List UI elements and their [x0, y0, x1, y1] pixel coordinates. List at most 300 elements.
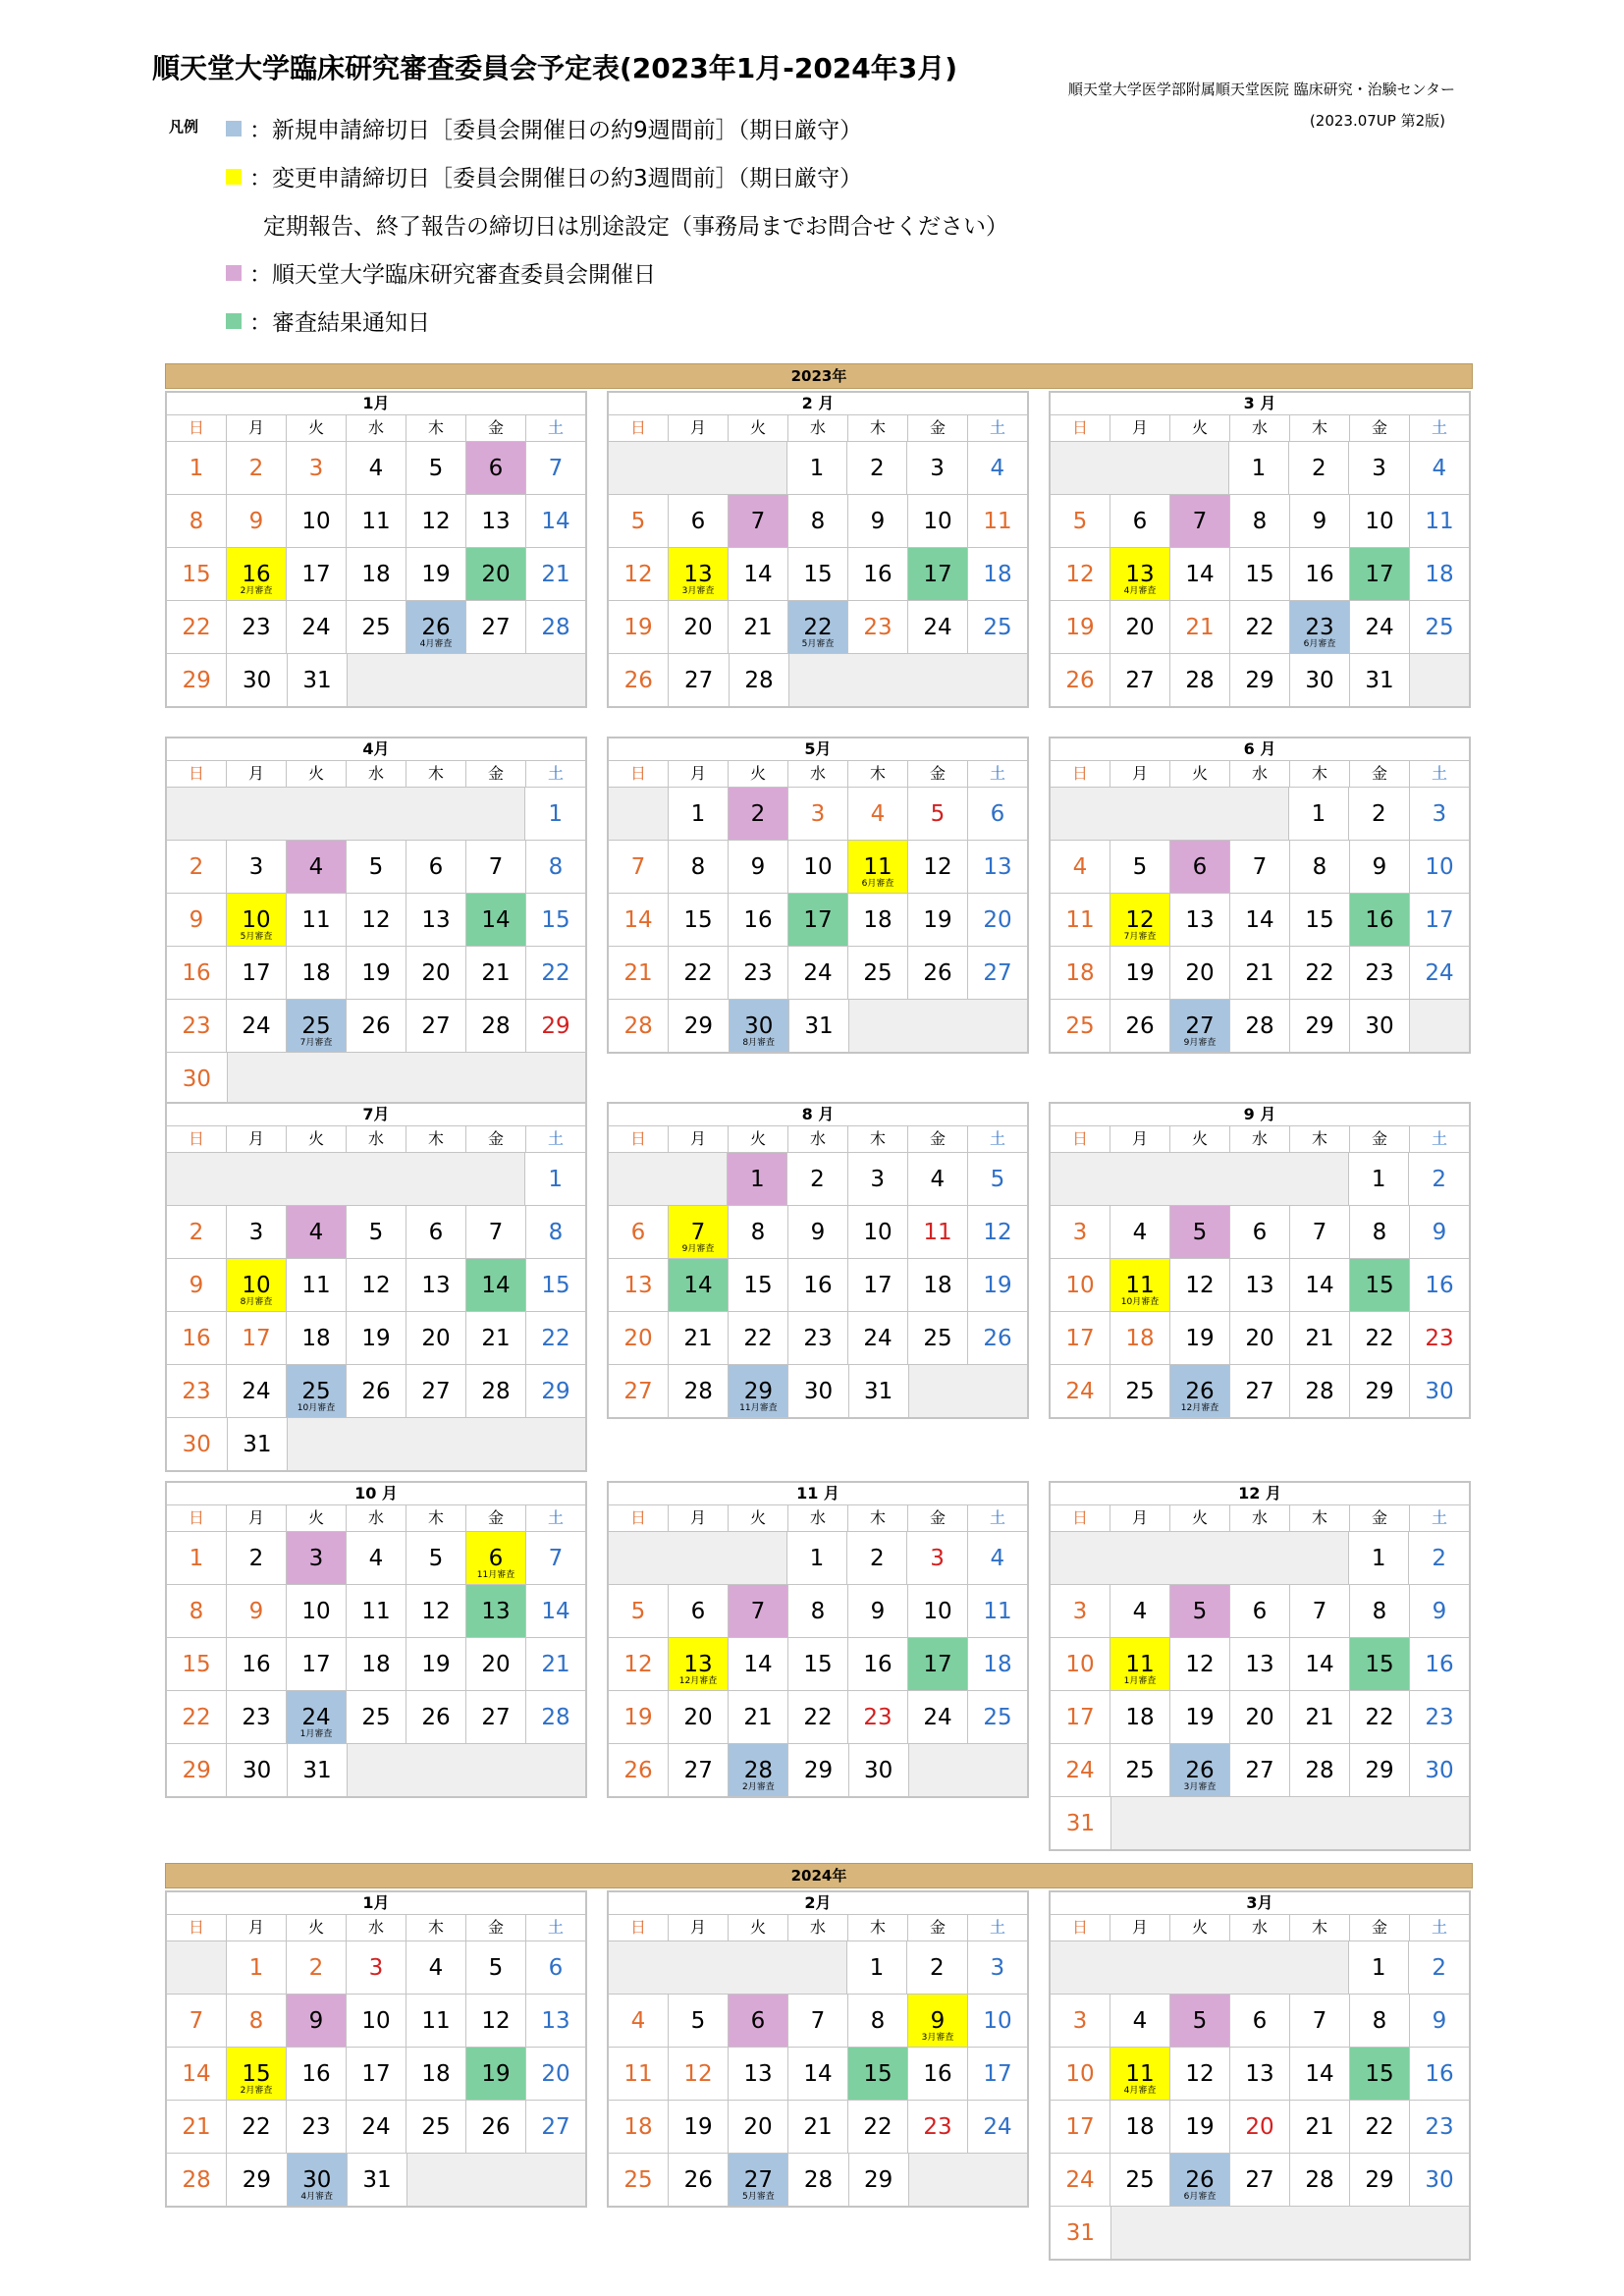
weekday-label: 土 [547, 1918, 564, 1937]
day-cell [1410, 841, 1469, 893]
weekday-label: 木 [1290, 415, 1350, 441]
day-number: 12 [1065, 561, 1095, 587]
day-cell [347, 1941, 406, 1994]
weekday-label: 土 [547, 418, 564, 437]
day-number: 6 [990, 800, 1005, 827]
empty-cell [167, 1941, 227, 1994]
day-number: 21 [803, 2113, 833, 2140]
legend-text: 定期報告、終了報告の締切日は別途設定（事務局までお問合せください） [263, 214, 1008, 240]
day-cell [788, 2101, 848, 2153]
day-cell [406, 1312, 466, 1364]
empty-cell [288, 1418, 585, 1470]
day-cell [1350, 1744, 1410, 1796]
day-number: 28 [1305, 1378, 1334, 1404]
week-row [609, 1259, 1027, 1312]
day-cell [1170, 495, 1230, 547]
day-cell [968, 788, 1027, 840]
weekday-label: 土 [989, 1129, 1005, 1148]
month-title: 3月 [1051, 1892, 1469, 1915]
weekday-label: 土 [989, 418, 1005, 437]
day-cell [669, 1585, 729, 1637]
day-cell [1230, 1365, 1290, 1417]
day-cell [609, 1206, 669, 1258]
day-number: 25 [623, 2166, 653, 2193]
day-number: 4 [428, 1954, 444, 1981]
day-number: 8 [810, 508, 826, 534]
week-row [1051, 1995, 1469, 2048]
day-number: 19 [623, 614, 653, 640]
day-number: 14 [1305, 1272, 1334, 1298]
weekday-label: 水 [788, 1915, 848, 1941]
day-number: 24 [923, 614, 952, 640]
weekday-header [609, 415, 1027, 442]
weekday-label: 火 [729, 1505, 788, 1531]
day-cell [1290, 947, 1350, 999]
weekday-label: 火 [287, 415, 347, 441]
day-cell [347, 1206, 406, 1258]
day-cell [848, 1312, 908, 1364]
week-row [609, 1000, 1027, 1052]
day-number: 13 [481, 508, 511, 534]
day-number: 23 [1425, 1325, 1454, 1351]
day-cell [347, 495, 406, 547]
day-cell [406, 442, 466, 494]
weekday-label: 土 [989, 764, 1005, 783]
day-cell [1230, 654, 1290, 706]
day-number: 23 [743, 959, 773, 986]
day-cell [729, 495, 788, 547]
day-number: 16 [182, 959, 211, 986]
day-number: 18 [1125, 1704, 1155, 1730]
day-cell [347, 894, 406, 946]
week-row [1051, 1259, 1469, 1312]
day-cell [1051, 654, 1110, 706]
day-cell [287, 442, 347, 494]
week-row [167, 1941, 585, 1995]
day-cell [968, 2101, 1027, 2153]
weekday-label: 日 [1051, 1126, 1110, 1152]
day-cell [729, 548, 788, 600]
day-number: 8 [189, 508, 204, 534]
day-cell [1410, 1585, 1469, 1637]
day-cell [609, 1995, 669, 2047]
review-month-note: 3月審査 [1183, 1782, 1217, 1792]
day-number: 9 [308, 2007, 324, 2034]
day-number: 12 [421, 508, 451, 534]
day-number: 1 [750, 1166, 765, 1192]
day-number: 12 [923, 853, 952, 880]
day-cell [287, 894, 347, 946]
day-number: 9 [1432, 2007, 1447, 2034]
day-cell [609, 495, 669, 547]
day-number: 29 [863, 2166, 893, 2193]
week-row [1051, 1585, 1469, 1638]
day-cell [1051, 1365, 1110, 1417]
day-number: 21 [683, 1325, 713, 1351]
month-block [607, 1481, 1029, 1798]
day-cell [1349, 1153, 1410, 1205]
day-cell [609, 2048, 669, 2100]
day-number: 16 [1425, 1272, 1454, 1298]
day-cell [347, 1365, 406, 1417]
day-number: 9 [1372, 853, 1387, 880]
day-cell [1350, 1585, 1410, 1637]
week-row [1051, 1744, 1469, 1797]
day-number: 29 [1245, 667, 1274, 693]
weekday-label: 日 [609, 1915, 669, 1941]
day-number: 6 [488, 1546, 504, 1571]
day-cell [968, 1585, 1027, 1637]
day-number: 13 [421, 1272, 451, 1298]
day-number: 5 [368, 853, 384, 880]
day-number: 9 [930, 2008, 946, 2034]
day-cell [1290, 1312, 1350, 1364]
month-block [607, 737, 1029, 1054]
day-cell [609, 947, 669, 999]
day-number: 27 [481, 614, 511, 640]
day-cell [347, 1259, 406, 1311]
legend-swatch [226, 121, 242, 137]
day-cell [406, 1365, 466, 1417]
weekday-label: 水 [788, 1505, 848, 1531]
weekday-label: 月 [669, 415, 729, 441]
day-number: 29 [1365, 1757, 1394, 1783]
day-cell [167, 841, 227, 893]
day-cell [1350, 1312, 1410, 1364]
day-number: 15 [541, 1272, 570, 1298]
day-cell [848, 601, 908, 653]
day-number: 2 [1432, 1166, 1447, 1192]
day-number: 6 [630, 1219, 646, 1245]
day-cell [466, 1532, 526, 1584]
day-cell [287, 1259, 347, 1311]
day-number: 9 [1432, 1598, 1447, 1624]
day-cell [1350, 654, 1410, 706]
day-cell [1170, 894, 1230, 946]
day-cell [526, 1206, 585, 1258]
day-number: 31 [804, 1012, 834, 1039]
day-cell [1350, 894, 1410, 946]
day-number: 20 [1245, 1704, 1274, 1730]
week-row [1051, 1638, 1469, 1691]
day-number: 22 [683, 959, 713, 986]
day-number: 4 [1132, 1219, 1148, 1245]
day-number: 11 [1065, 906, 1095, 933]
day-number: 28 [481, 1378, 511, 1404]
day-cell [1290, 2048, 1350, 2100]
day-cell [1051, 1691, 1110, 1743]
day-cell [729, 1259, 788, 1311]
day-number: 1 [809, 455, 825, 481]
weekday-label: 木 [848, 1505, 908, 1531]
review-month-note: 2月審査 [741, 1782, 775, 1792]
day-number: 13 [421, 906, 451, 933]
day-cell [1110, 2101, 1170, 2153]
day-cell [788, 1995, 848, 2047]
week-row [609, 1638, 1027, 1691]
day-number: 21 [743, 1704, 773, 1730]
day-number: 10 [242, 1273, 271, 1298]
day-cell [406, 894, 466, 946]
weekday-label: 月 [1110, 1126, 1170, 1152]
week-row [167, 2154, 585, 2206]
day-cell [1230, 1691, 1290, 1743]
weekday-label: 木 [406, 415, 466, 441]
weekday-header [167, 1126, 585, 1153]
week-row [167, 1638, 585, 1691]
day-number: 11 [983, 1598, 1012, 1624]
week-row [609, 1312, 1027, 1365]
day-number: 23 [863, 614, 893, 640]
day-cell [466, 495, 526, 547]
day-number: 12 [421, 1598, 451, 1624]
day-number: 10 [923, 1598, 952, 1624]
day-cell [1170, 1995, 1230, 2047]
day-cell [1051, 2207, 1111, 2259]
day-cell [729, 1585, 788, 1637]
day-cell [848, 2101, 908, 2153]
weekday-header [609, 1505, 1027, 1532]
day-number: 29 [541, 1378, 570, 1404]
day-cell [287, 841, 347, 893]
day-cell [1290, 601, 1350, 653]
day-number: 2 [189, 853, 204, 880]
week-row [167, 788, 585, 841]
day-cell [908, 2101, 968, 2153]
empty-cell [609, 1941, 847, 1994]
day-number: 20 [683, 614, 713, 640]
empty-cell [849, 1000, 1027, 1052]
day-cell [788, 1365, 848, 1417]
review-month-note: 5月審査 [240, 932, 273, 942]
day-number: 24 [301, 1705, 331, 1730]
day-cell [466, 548, 526, 600]
week-row [609, 495, 1027, 548]
day-number: 28 [1185, 667, 1215, 693]
day-number: 23 [923, 2113, 952, 2140]
day-number: 8 [1372, 1598, 1387, 1624]
week-row [1051, 1797, 1469, 1849]
day-number: 19 [481, 2060, 511, 2087]
day-cell [1051, 495, 1110, 547]
weekday-header [167, 1505, 585, 1532]
page-title: 順天堂大学臨床研究審査委員会予定表(2023年1月-2024年3月) [152, 52, 958, 84]
day-cell [406, 1000, 466, 1052]
empty-cell [228, 1053, 585, 1105]
day-cell [729, 601, 788, 653]
weekday-label: 火 [1170, 1126, 1230, 1152]
day-number: 7 [810, 2007, 826, 2034]
day-cell [1110, 2154, 1170, 2206]
weekday-label: 金 [466, 1915, 526, 1941]
day-cell [1230, 548, 1290, 600]
day-cell [1110, 1585, 1170, 1637]
empty-cell [348, 654, 585, 706]
day-number: 3 [1072, 1598, 1088, 1624]
day-cell [787, 1532, 847, 1584]
day-cell [609, 548, 669, 600]
day-cell [1290, 1365, 1350, 1417]
weekday-label: 土 [1431, 764, 1447, 783]
day-number: 5 [488, 1954, 504, 1981]
day-number: 8 [690, 853, 706, 880]
month-title: 12 月 [1051, 1483, 1469, 1505]
day-cell [526, 947, 585, 999]
day-number: 30 [182, 1066, 211, 1092]
day-cell [908, 601, 968, 653]
day-number: 3 [308, 1545, 324, 1571]
weekday-label: 金 [466, 1505, 526, 1531]
day-number: 8 [1372, 2007, 1387, 2034]
day-number: 29 [743, 1379, 773, 1404]
weekday-label: 木 [1290, 1505, 1350, 1531]
day-number: 9 [810, 1219, 826, 1245]
legend-swatch [226, 265, 242, 281]
weekday-label: 月 [669, 1915, 729, 1941]
day-cell [525, 1153, 585, 1205]
day-cell [227, 1000, 287, 1052]
day-number: 9 [248, 508, 264, 534]
weekday-header [1051, 1505, 1469, 1532]
day-number: 8 [810, 1598, 826, 1624]
review-month-note: 5月審査 [741, 2192, 775, 2202]
day-number: 2 [1432, 1954, 1447, 1981]
day-number: 7 [750, 508, 766, 534]
legend-result [226, 304, 430, 337]
day-number: 17 [923, 1651, 952, 1677]
day-number: 4 [870, 800, 886, 827]
day-cell [167, 548, 227, 600]
day-number: 1 [189, 1545, 204, 1571]
day-cell [526, 1365, 585, 1417]
day-cell [908, 1206, 968, 1258]
day-cell [968, 1995, 1027, 2047]
week-row [1051, 1312, 1469, 1365]
empty-cell [909, 1365, 1027, 1417]
day-number: 8 [189, 1598, 204, 1624]
day-number: 19 [361, 959, 391, 986]
day-number: 5 [990, 1166, 1005, 1192]
day-number: 8 [248, 2007, 264, 2034]
day-cell [227, 1691, 287, 1743]
day-cell [1350, 2048, 1410, 2100]
week-row [1051, 601, 1469, 654]
day-cell [1230, 495, 1290, 547]
day-cell [788, 1691, 848, 1743]
day-number: 27 [1245, 1378, 1274, 1404]
review-month-note: 6月審査 [1303, 639, 1336, 649]
day-number: 16 [242, 1651, 271, 1677]
day-number: 25 [1125, 1757, 1155, 1783]
month-block [1049, 1890, 1471, 2261]
week-row [1051, 1532, 1469, 1585]
day-number: 30 [863, 1757, 893, 1783]
day-number: 21 [1305, 2113, 1334, 2140]
day-cell [1349, 1941, 1410, 1994]
day-cell [167, 1638, 227, 1690]
legend-swatch [226, 313, 242, 329]
day-number: 4 [1072, 853, 1088, 880]
week-row [167, 2101, 585, 2154]
day-number: 27 [421, 1012, 451, 1039]
day-number: 10 [983, 2007, 1012, 2034]
day-cell [1229, 442, 1289, 494]
day-cell [968, 841, 1027, 893]
weekday-label: 土 [1431, 418, 1447, 437]
day-number: 27 [1245, 2166, 1274, 2193]
day-cell [609, 1744, 669, 1796]
day-number: 21 [541, 561, 570, 587]
weekday-label: 月 [227, 1915, 287, 1941]
day-cell [526, 2048, 585, 2100]
day-number: 14 [1305, 1651, 1334, 1677]
day-cell [1170, 601, 1230, 653]
day-number: 14 [182, 2060, 211, 2087]
day-number: 15 [803, 561, 833, 587]
day-number: 18 [1125, 1325, 1155, 1351]
day-number: 27 [683, 667, 714, 693]
day-number: 1 [548, 1166, 563, 1192]
week-row [167, 1259, 585, 1312]
day-cell [1230, 1585, 1290, 1637]
review-month-note: 8月審査 [240, 1297, 273, 1307]
day-number: 4 [368, 455, 384, 481]
day-number: 4 [308, 1219, 324, 1245]
day-number: 30 [182, 1431, 211, 1457]
day-number: 11 [421, 2007, 451, 2034]
year-bar-2024: 2024年 [165, 1863, 1473, 1888]
day-number: 4 [308, 853, 324, 880]
day-number: 11 [1425, 508, 1454, 534]
review-month-note: 10月審査 [297, 1403, 336, 1413]
weekday-header [167, 761, 585, 788]
day-cell [1051, 1797, 1111, 1849]
day-cell [287, 1691, 347, 1743]
day-number: 22 [803, 1704, 833, 1730]
week-row [609, 947, 1027, 1000]
weekday-label: 金 [466, 415, 526, 441]
day-cell [1290, 1638, 1350, 1690]
day-cell [1350, 1365, 1410, 1417]
day-cell [1349, 442, 1409, 494]
day-cell [968, 1206, 1027, 1258]
day-number: 29 [1365, 1378, 1394, 1404]
day-cell [1410, 1206, 1469, 1258]
day-cell [669, 1638, 729, 1690]
day-number: 19 [1185, 1325, 1215, 1351]
week-row [167, 1365, 585, 1418]
weekday-label: 水 [347, 1915, 406, 1941]
month-block [165, 737, 587, 1107]
day-number: 1 [1371, 1166, 1386, 1192]
empty-cell [609, 1153, 728, 1205]
day-number: 28 [623, 1012, 653, 1039]
day-number: 12 [361, 906, 391, 933]
day-cell [466, 601, 526, 653]
day-cell [287, 1206, 347, 1258]
day-number: 16 [803, 1272, 833, 1298]
day-cell [609, 2154, 669, 2206]
weekday-label: 月 [227, 415, 287, 441]
day-number: 27 [1245, 1757, 1274, 1783]
weekday-label: 土 [1431, 1129, 1447, 1148]
day-cell [1051, 1312, 1110, 1364]
day-cell [788, 947, 848, 999]
day-number: 4 [1132, 2007, 1148, 2034]
day-number: 6 [428, 853, 444, 880]
week-row [167, 1995, 585, 2048]
weekday-label: 火 [729, 1915, 788, 1941]
